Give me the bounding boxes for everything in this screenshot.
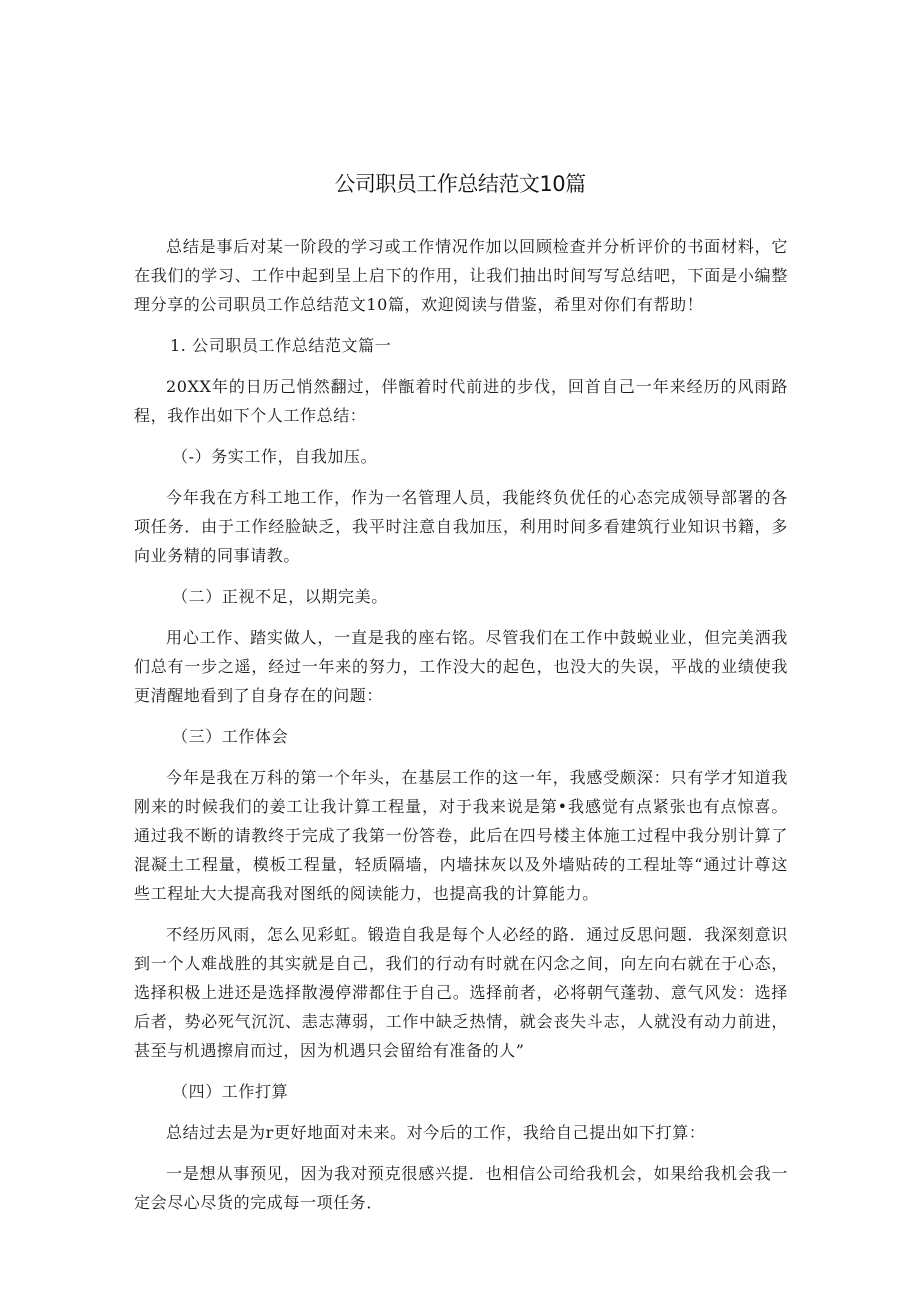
paragraph-7: 一是想从事预见，因为我对预克很感兴提．也相信公司给我机会，如果给我机会我一定会尽心尽货的完成每一项任务． (134, 1164, 788, 1212)
paragraph-1: 20XX年的日历己悄然翻过，伴甑着时代前进的步伐，回首自己一年来经历的风雨路程，我作出如下个人工作总结： (134, 377, 788, 425)
subheading-4: （四）工作打算 (172, 1082, 289, 1101)
subheading-3: （三）工作体会 (172, 727, 289, 746)
subheading-2: （二）正视不足，以期完美。 (172, 587, 388, 606)
document-body (134, 232, 788, 1229)
paragraph-2: 今年我在方科工地工作，作为一名管理人员，我能终负优任的心态完成领导部署的各项任务．由于工作经脸缺乏，我平时注意自我加压，利用时间多看建筑行业知识书籍，多向业务精的同事请教。 (134, 488, 788, 565)
paragraph-6: 总结过去是为r更好地面对未来。对今后的工作，我给自己提出如下打算： (166, 1123, 706, 1142)
section-heading: 1. 公司职员工作总结范文篇一 (170, 336, 392, 355)
document-title: 公司职员工作总结范文10篇 (334, 172, 586, 196)
paragraph-5: 不经历风雨，怎么见彩虹。锻造自我是每个人必经的路．通过反思问题．我深刻意识到一个人难战胜的其实就是自己，我们的行动有时就在闪念之间，向左向右就在于心态，选择积极上进还是选择散漫停滞都住于自己。选择前者，必将朝气蓬勃、意气风发：选择后者，势必死气沉沉、恚志薄弱，工作中缺乏热情，就会丧失斗志，人就没有动力前进，甚至与机遇擦肩而过，因为机遇只会留给有准备的人” (134, 925, 788, 1060)
subheading-1: （-）务实工作，自我加压。 (172, 447, 378, 466)
paragraph-4: 今年是我在万科的第一个年头，在基层工作的这一年，我感受颇深：只有学才知道我刚来的时候我们的姜工让我计算工程量，对于我来说是第•我感觉有点紧张也有点惊喜。通过我不断的请教终于完成了我第一份答卷，此后在四号楼主体施工过程中我分别计算了混凝土工程量，模板工程量，轻质隔墙，内墙抹灰以及外墙贴砖的工程址等“通过计尊这些工程址大大提高我对图纸的阅读能力，也提高我的计算能力。 (134, 768, 788, 903)
paragraph-3: 用心工作、踏实做人，一直是我的座右铭。尽管我们在工作中鼓蜕业业，但完美洒我们总有一步之遥，经过一年来的努力，工作没大的起色，也没大的失误，平战的业绩使我更清醒地看到了自身存在的问题： (134, 628, 788, 705)
intro-paragraph: 总结是事后对某一阶段的学习或工作情况作加以回顾检查并分析评价的书面材料，它在我们的学习、工作中起到呈上启下的作用，让我们抽出时间写写总结吧，下面是小编整理分享的公司职员工作总结范文10篇，欢迎阅读与借鉴，希里对你们有帮助！ (134, 237, 788, 314)
